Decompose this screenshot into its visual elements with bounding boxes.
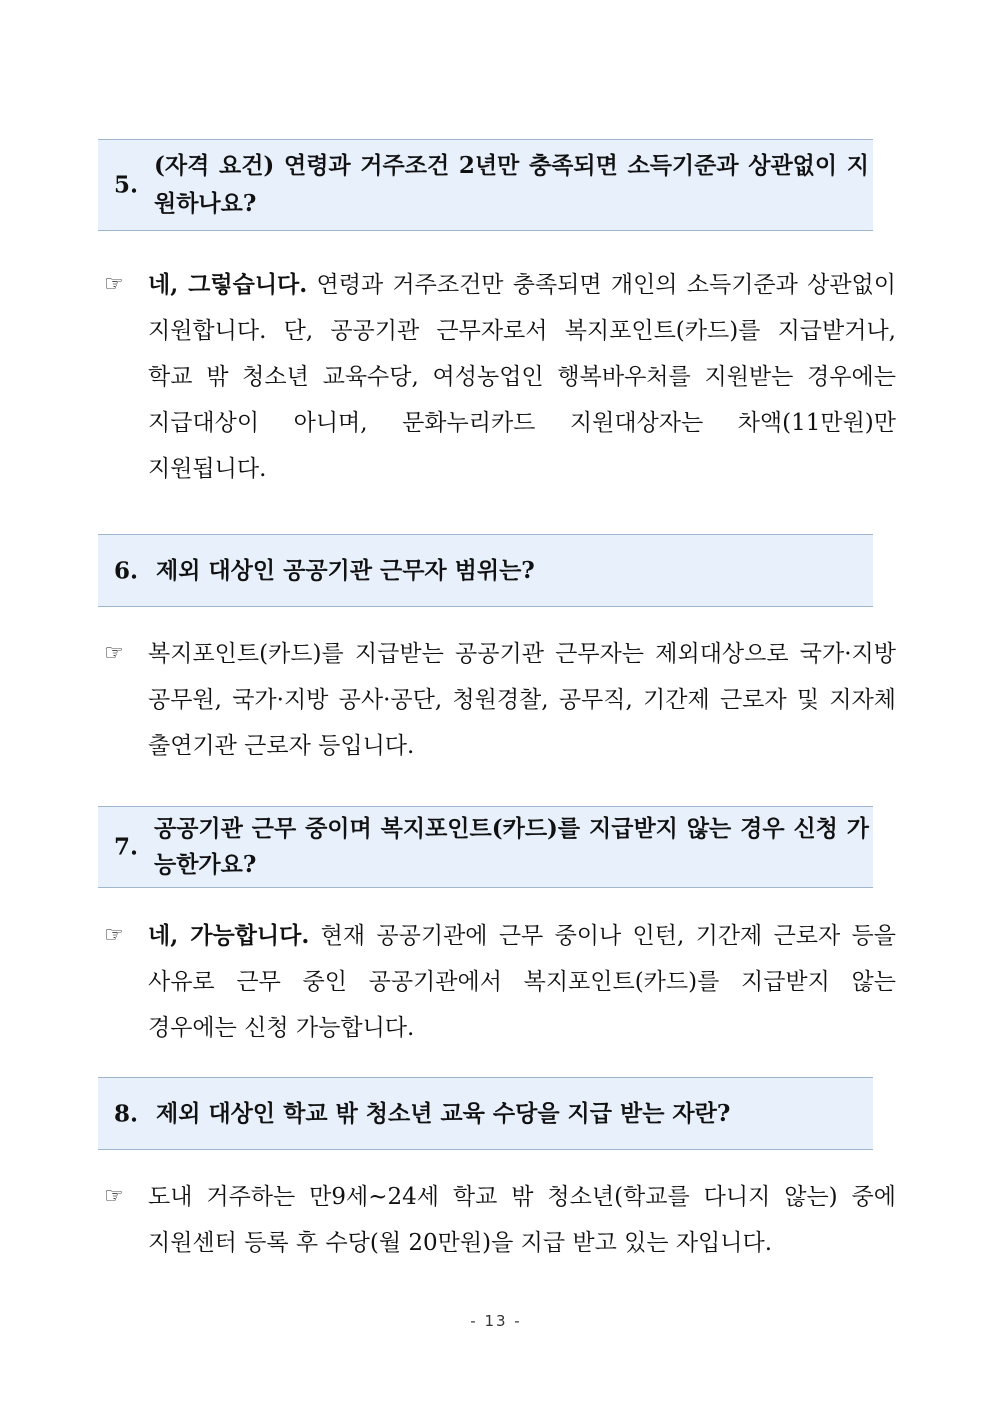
pointing-hand-icon: ☞ — [104, 1184, 124, 1209]
question-text: 공공기관 근무 중이며 복지포인트(카드)를 지급받지 않는 경우 신청 가능한가요? — [154, 815, 869, 878]
question-number: 8. — [114, 1100, 139, 1127]
question-text: 제외 대상인 공공기관 근무자 범위는? — [156, 556, 535, 584]
question-number: 6. — [114, 557, 139, 584]
answer-text — [148, 631, 896, 769]
question-number: 5. — [114, 171, 139, 199]
answer-body: 현재 공공기관에 근무 중이나 인턴, 기간제 근로자 등을 사유로 근무 중인 공공기관에서 복지포인트(카드)를 지급받지 않는 경우에는 신청 가능합니다. — [148, 923, 896, 1041]
question-box-5 — [98, 139, 873, 231]
pointing-hand-icon: ☞ — [104, 923, 124, 948]
answer-text — [148, 262, 896, 492]
question-text: (자격 요건) 연령과 거주조건 2년만 충족되면 소득기준과 상관없이 지원하나요? — [154, 152, 869, 217]
answer-8 — [104, 1174, 896, 1266]
answer-lead: 네, 가능합니다. — [148, 922, 310, 949]
question-box-7 — [98, 806, 873, 888]
question-number: 7. — [114, 833, 139, 861]
answer-text — [148, 913, 896, 1051]
answer-body: 도내 거주하는 만9세~24세 학교 밖 청소년(학교를 다니지 않는) 중에 지원센터 등록 후 수당(월 20만원)을 지급 받고 있는 자입니다. — [148, 1184, 896, 1256]
pointing-hand-icon: ☞ — [104, 641, 124, 666]
question-box-6 — [98, 534, 873, 607]
question-box-8 — [98, 1077, 873, 1150]
answer-body: 연령과 거주조건만 충족되면 개인의 소득기준과 상관없이 지원합니다. 단, 공공기관 근무자로서 복지포인트(카드)를 지급받거나, 학교 밖 청소년 교육수당, 여성농업인 행복바우처를 지원받는 경우에는 지급대상이 아니며, 문화누리카드 지원대상자는 차액(11만원)만 지원됩니다. — [148, 272, 896, 482]
question-text: 제외 대상인 학교 밖 청소년 교육 수당을 지급 받는 자란? — [156, 1099, 731, 1127]
answer-7 — [104, 913, 896, 1051]
answer-text — [148, 1174, 896, 1266]
page-number: - 13 - — [470, 1312, 522, 1330]
answer-lead: 네, 그렇습니다. — [148, 271, 308, 298]
answer-6 — [104, 631, 896, 769]
answer-5 — [104, 262, 896, 492]
answer-body: 복지포인트(카드)를 지급받는 공공기관 근무자는 제외대상으로 국가·지방 공무원, 국가·지방 공사·공단, 청원경찰, 공무직, 기간제 근로자 및 지자체 출연기관 근로자 등입니다. — [148, 641, 896, 759]
pointing-hand-icon: ☞ — [104, 272, 124, 297]
